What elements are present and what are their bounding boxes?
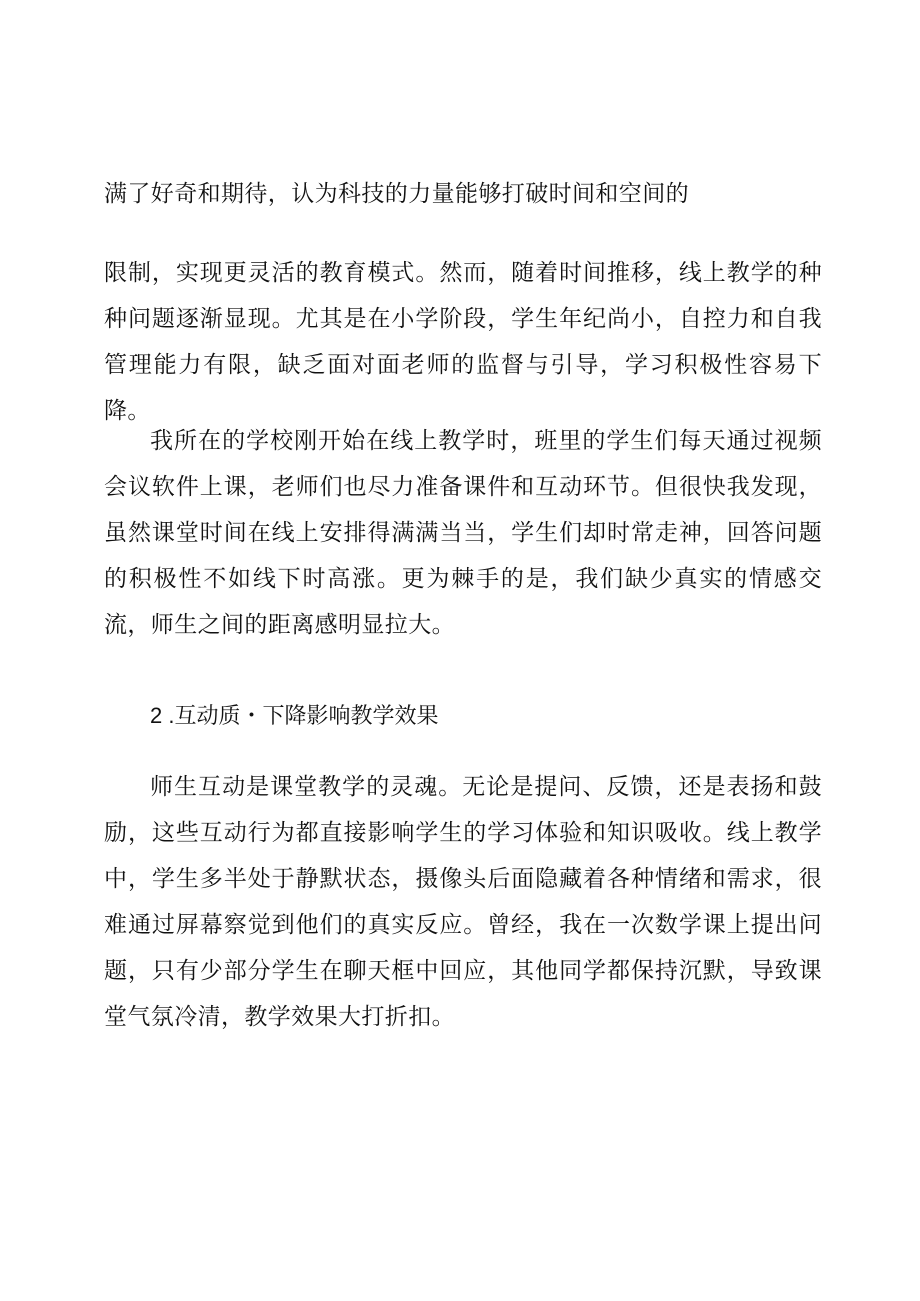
text-line-continuation: 满了好奇和期待，认为科技的力量能够打破时间和空间的 [104, 181, 689, 207]
paragraph-online-teaching-problems: 限制，实现更灵活的教育模式。然而，随着时间推移，线上教学的种种问题逐渐显现。尤其是在小学阶段，学生年纪尚小，自控力和自我管理能力有限，缺乏面对面老师的监督与引导，学习积极性容易下降。 [104, 260, 822, 424]
paragraph-interaction-quality: 师生互动是课堂教学的灵魂。无论是提问、反馈，还是表扬和鼓励，这些互动行为都直接影响学生的学习体验和知识吸收。线上教学中，学生多半处于静默状态，摄像头后面隐藏着各种情绪和需求，很难通过屏幕察觉到他们的真实反应。曾经，我在一次数学课上提出问题，只有少部分学生在聊天框中回应，其他同学都保持沉默，导致课堂气氛冷清，教学效果大打折扣。 [104, 774, 822, 1030]
section-heading: 2 .互动质・下降影响教学效果 [150, 703, 439, 728]
paragraph-school-experience: 我所在的学校刚开始在线上教学时，班里的学生们每天通过视频会议软件上课，老师们也尽力准备课件和互动环节。但很快我发现，虽然课堂时间在线上安排得满满当当，学生们却时常走神，回答问题的积极性不如线下时高涨。更为棘手的是，我们缺少真实的情感交流，师生之间的距离感明显拉大。 [104, 428, 822, 638]
